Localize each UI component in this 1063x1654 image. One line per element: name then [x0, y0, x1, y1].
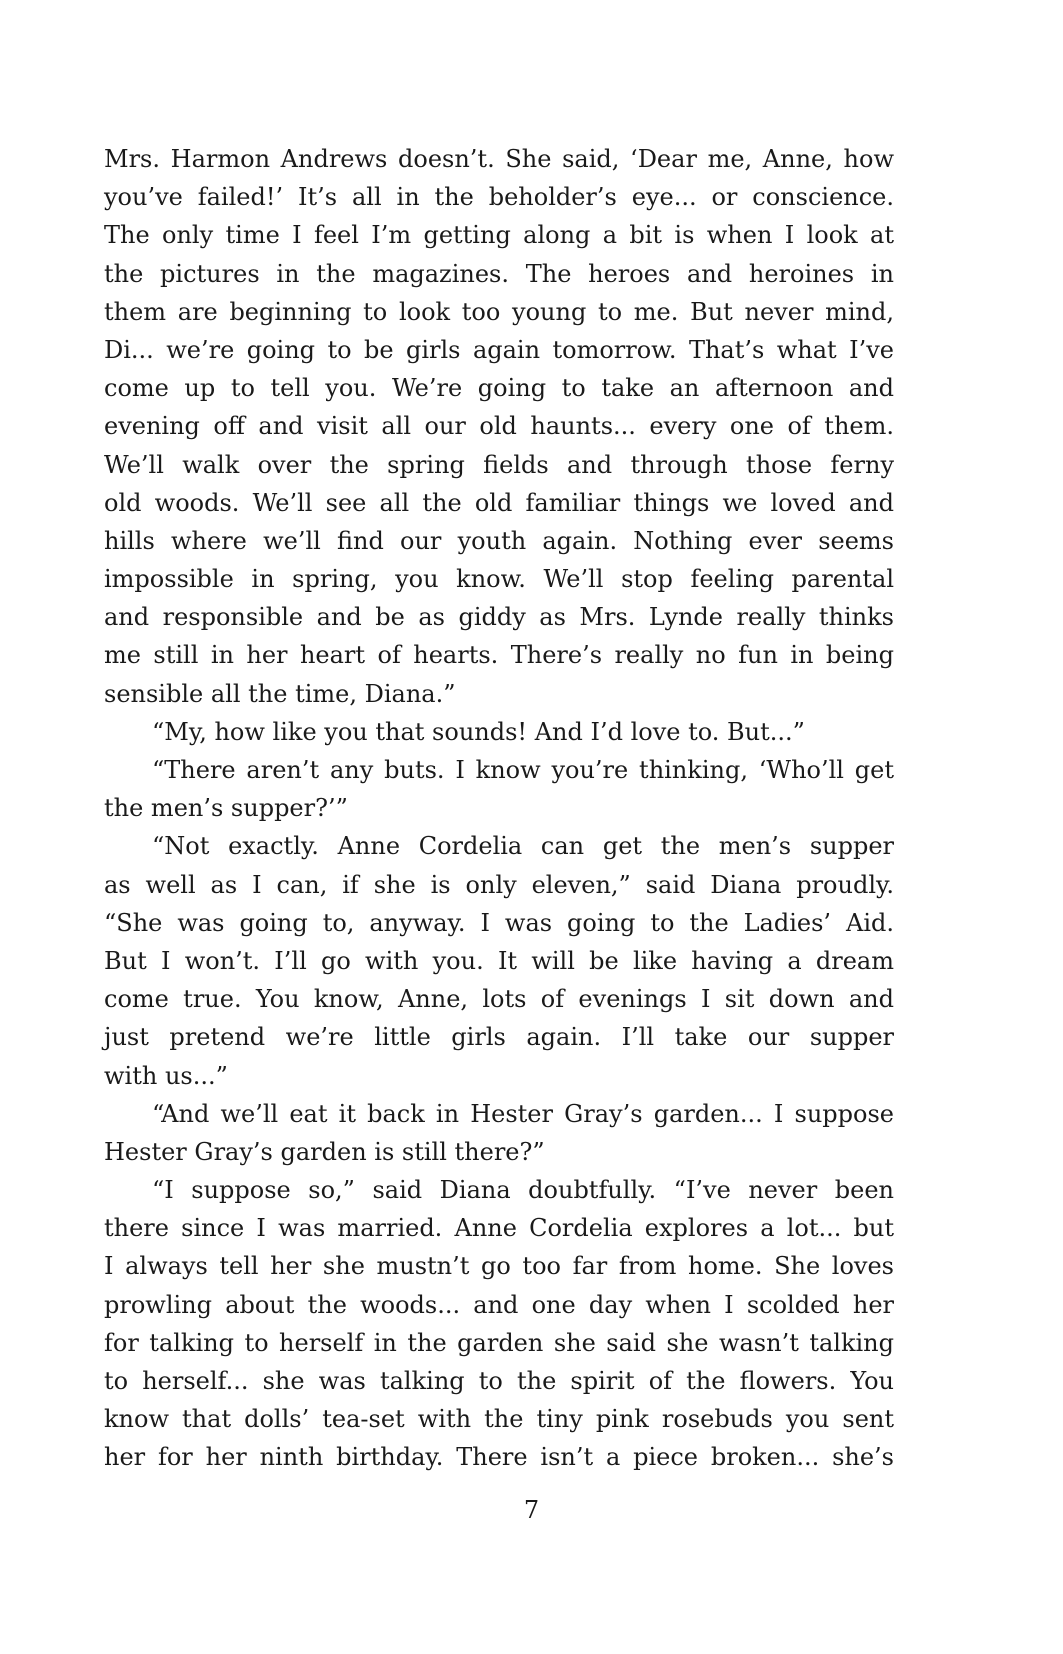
text-line: as well as I can, if she is only eleven,” said Diana proudly. [104, 870, 894, 899]
body-text [104, 140, 894, 1477]
text-line: We’ll walk over the spring fields and through those ferny [104, 450, 894, 479]
text-line: The only time I feel I’m getting along a bit is when I look at [104, 221, 894, 250]
text-line: Mrs. Harmon Andrews doesn’t. She said, ‘Dear me, Anne, how [104, 145, 894, 173]
text-line: “My, how like you that sounds! And I’d love to. But...” [152, 717, 805, 746]
text-line: “I suppose so,” said Diana doubtfully. “I’ve never been [152, 1176, 894, 1205]
text-line: you’ve failed!’ It’s all in the beholder’s eye... or conscience. [104, 183, 894, 212]
text-line: sensible all the time, Diana.” [104, 679, 456, 708]
text-line: But I won’t. I’ll go with you. It will be like having a dream [104, 946, 894, 975]
text-line: I always tell her she mustn’t go too far from home. She loves [104, 1252, 894, 1281]
text-line: her for her ninth birthday. There isn’t a piece broken... she’s [104, 1443, 894, 1472]
text-line: there since I was married. Anne Cordelia explores a lot... but [104, 1214, 894, 1243]
text-line: “There aren’t any buts. I know you’re thinking, ‘Who’ll get [152, 756, 894, 784]
text-line: impossible in spring, you know. We’ll stop feeling parental [104, 565, 894, 594]
text-line: and responsible and be as giddy as Mrs. Lynde really thinks [104, 603, 894, 632]
text-line: hills where we’ll find our youth again. Nothing ever seems [104, 526, 894, 555]
text-line: just pretend we’re little girls again. I’ll take our supper [104, 1023, 894, 1052]
text-line: know that dolls’ tea-set with the tiny pink rosebuds you sent [104, 1405, 894, 1434]
text-line: to herself... she was talking to the spirit of the flowers. You [104, 1367, 894, 1395]
text-line: them are beginning to look too young to me. But never mind, [104, 297, 894, 326]
page-number: 7 [523, 1496, 540, 1524]
text-line: come up to tell you. We’re going to take an afternoon and [104, 374, 894, 403]
text-line: Di... we’re going to be girls again tomorrow. That’s what I’ve [104, 335, 894, 364]
paragraph [104, 827, 894, 1094]
text-line: prowling about the woods... and one day when I scolded her [104, 1290, 894, 1319]
text-line: “And we’ll eat it back in Hester Gray’s garden... I suppose [152, 1099, 894, 1128]
text-line: evening off and visit all our old haunts... every one of them. [104, 412, 894, 441]
text-line: come true. You know, Anne, lots of evenings I sit down and [104, 985, 894, 1014]
paragraph [104, 1171, 894, 1477]
text-line: me still in her heart of hearts. There’s really no fun in being [104, 641, 894, 670]
text-line: the men’s supper?’” [104, 794, 348, 823]
text-line: old woods. We’ll see all the old familiar things we loved and [104, 488, 894, 517]
paragraph [104, 1095, 894, 1171]
text-line: the pictures in the magazines. The heroes and heroines in [104, 259, 894, 288]
paragraph [104, 751, 894, 827]
text-line: Hester Gray’s garden is still there?” [104, 1137, 545, 1166]
text-line: “Not exactly. Anne Cordelia can get the men’s supper [152, 832, 894, 861]
text-line: with us...” [104, 1061, 228, 1090]
text-line: “She was going to, anyway. I was going to the Ladies’ Aid. [104, 908, 894, 937]
text-line: for talking to herself in the garden she said she wasn’t talking [104, 1328, 894, 1357]
paragraph [104, 713, 894, 751]
paragraph [104, 140, 894, 713]
